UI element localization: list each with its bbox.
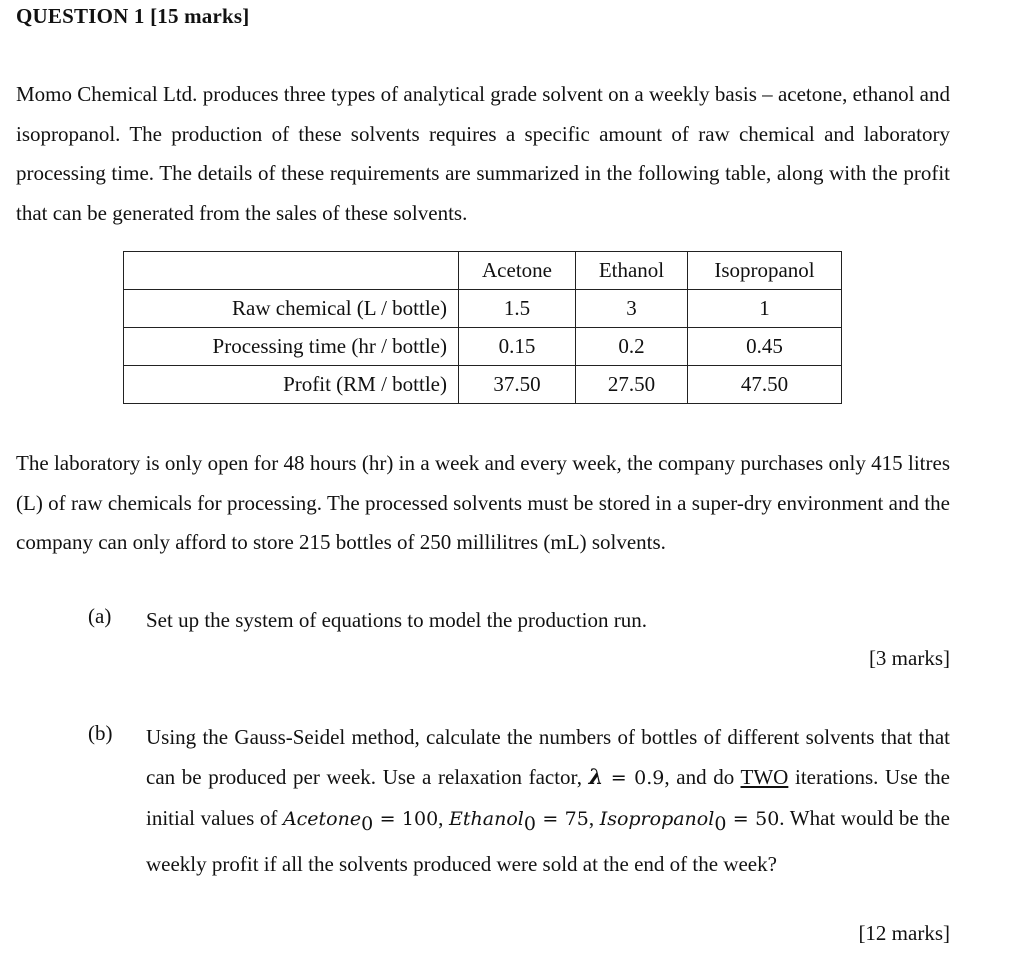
part-b-label: (b) [88, 721, 113, 745]
table-cell: 37.50 [459, 366, 576, 404]
part-a-marks: [3 marks] [868, 646, 950, 670]
isopropanol-variable: Isopropanol [599, 808, 715, 830]
part-a-label: (a) [88, 604, 112, 628]
intro-paragraph: Momo Chemical Ltd. produces three types of analytical grade solvent on a weekly basis – acetone, ethanol and isopropanol. The production of these solvents requires a specific amount of raw chemical and laboratory processing time. The details of these requirements are summarized in the following table, along with the profit that can be generated from the sales of these solvents. [16, 82, 950, 225]
part-b-text-1: Using the Gauss-Seidel method, calculate the numbers of bottles of different solvents that that can be produced per week. Use a relaxation factor, [146, 725, 950, 789]
table-cell: 3 [576, 290, 688, 328]
requirements-table [123, 251, 842, 404]
isopropanol-initial-value: = 50 [726, 808, 780, 830]
part-b-text-4: . What would be the weekly profit if all the solvents produced were sold at the end of the week? [146, 806, 950, 877]
column-header-ethanol: Ethanol [576, 252, 688, 290]
ethanol-variable: Ethanol [449, 808, 524, 830]
part-b-marks: [12 marks] [858, 921, 950, 945]
relaxation-factor-value: 0.9 [634, 767, 665, 789]
table-cell: 0.15 [459, 328, 576, 366]
ethanol-initial-value: = 75 [535, 808, 589, 830]
acetone-initial-value: = 100 [373, 808, 439, 830]
table-row [124, 290, 842, 328]
acetone-subscript: 0 [361, 813, 374, 836]
question-title: QUESTION 1 [15 marks] [16, 4, 250, 28]
table-cell: 47.50 [688, 366, 842, 404]
table-cell: 1 [688, 290, 842, 328]
table-cell: 0.45 [688, 328, 842, 366]
column-header-isopropanol: Isopropanol [688, 252, 842, 290]
column-header-acetone: Acetone [459, 252, 576, 290]
table-cell: 1.5 [459, 290, 576, 328]
part-b-text-2: , and do [664, 765, 741, 789]
table-row [124, 366, 842, 404]
separator: , [438, 806, 450, 830]
part-b-text [146, 717, 950, 884]
part-a-text: Set up the system of equations to model the production run. [146, 608, 648, 632]
table-header-row [124, 252, 842, 290]
table-cell: 0.2 [576, 328, 688, 366]
equals-sign: = [603, 767, 635, 789]
row-label-profit: Profit (RM / bottle) [124, 366, 459, 404]
two-underlined: TWO [740, 765, 789, 789]
row-label-raw-chemical: Raw chemical (L / bottle) [124, 290, 459, 328]
table-row [124, 328, 842, 366]
ethanol-subscript: 0 [523, 813, 536, 836]
lambda-symbol: λ [588, 764, 604, 789]
table-corner-cell [124, 252, 459, 290]
separator: , [588, 806, 600, 830]
table-cell: 27.50 [576, 366, 688, 404]
constraints-paragraph: The laboratory is only open for 48 hours (hr) in a week and every week, the company purchases only 415 litres (L) of raw chemicals for processing. The processed solvents must be stored in a super-dry environment and the company can only afford to store 215 bottles of 250 millilitres (mL) solvents. [16, 451, 950, 554]
part-b-text-3: iterations. Use the initial values of [146, 765, 950, 830]
row-label-processing-time: Processing time (hr / bottle) [124, 328, 459, 366]
isopropanol-subscript: 0 [714, 813, 727, 836]
acetone-variable: Acetone [282, 808, 362, 830]
